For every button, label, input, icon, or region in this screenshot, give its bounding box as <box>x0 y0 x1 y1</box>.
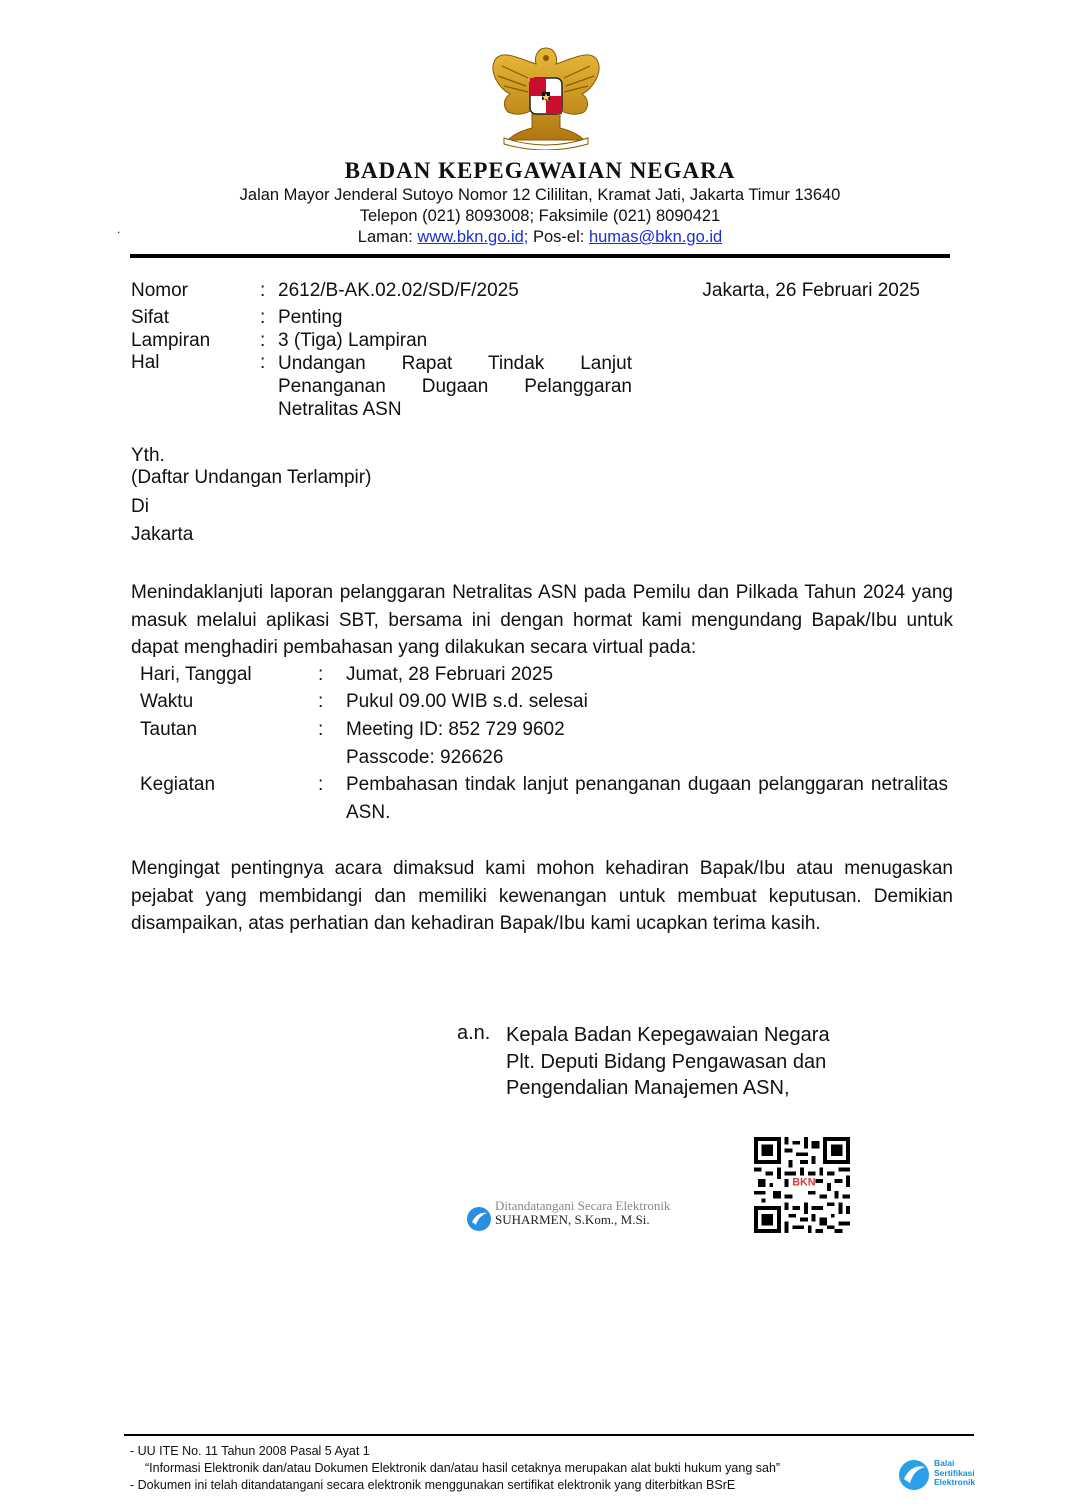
signature-block <box>506 1022 830 1102</box>
lampiran-value: 3 (Tiga) Lampiran <box>278 330 428 351</box>
hari-value: Jumat, 28 Februari 2025 <box>346 664 554 685</box>
intro-paragraph: Menindaklanjuti laporan pelanggaran Netralitas ASN pada Pemilu dan Pilkada Tahun 2024 yang masuk melalui aplikasi SBT, bersama ini dengan hormat kami mengundang Bapak/Ibu untuk dapat menghadiri pembahasan yang dilakukan secara virtual pada: <box>131 582 953 658</box>
lampiran-label: Lampiran <box>131 330 211 351</box>
bsre-line-2: Sertifikasi <box>934 1467 975 1478</box>
footer-line-3: - Dokumen ini telah ditandatangani secara elektronik menggunakan sertifikat elektronik yang diterbitkan BSrE <box>130 1478 736 1492</box>
lampiran-colon: : <box>260 330 266 351</box>
sifat-label: Sifat <box>131 307 170 328</box>
signature-an: a.n. <box>457 1022 491 1044</box>
recipient-list: (Daftar Undangan Terlampir) <box>131 467 372 488</box>
kegiatan-label: Kegiatan <box>140 774 216 795</box>
footer-line-2: “Informasi Elektronik dan/atau Dokumen Elektronik dan/atau hasil cetaknya merupakan alat bukti hukum yang sah” <box>145 1461 781 1475</box>
nomor-colon: : <box>260 280 266 301</box>
organization-address: Jalan Mayor Jenderal Sutoyo Nomor 12 Cililitan, Kramat Jati, Jakarta Timur 13640 <box>239 186 841 204</box>
meeting-id: Meeting ID: 852 729 9602 <box>346 719 565 740</box>
bsre-line-3: Elektronik <box>934 1477 976 1487</box>
nomor-value: 2612/B-AK.02.02/SD/F/2025 <box>278 280 519 301</box>
tautan-label: Tautan <box>140 719 198 740</box>
recipient-yth: Yth. <box>131 445 165 466</box>
letter-date: Jakarta, 26 Februari 2025 <box>702 280 920 301</box>
hal-value: Undangan Rapat Tindak Lanjut Penanganan Dugaan Pelanggaran Netralitas ASN <box>278 353 632 420</box>
hari-label: Hari, Tanggal <box>140 664 252 685</box>
email-label: Pos-el: <box>533 228 585 246</box>
bsre-logo-text <box>934 1459 975 1488</box>
footer-line-1: - UU ITE No. 11 Tahun 2008 Pasal 5 Ayat 1 <box>130 1444 370 1458</box>
sifat-colon: : <box>260 307 266 328</box>
signature-line-1: Kepala Badan Kepegawaian Negara <box>506 1024 830 1046</box>
esign-name: SUHARMEN, S.Kom., M.Si. <box>495 1212 650 1227</box>
recipient-di: Di <box>131 496 149 517</box>
footer-divider <box>124 1434 974 1436</box>
meeting-passcode: Passcode: 926626 <box>346 747 504 768</box>
recipient-city: Jakarta <box>131 524 194 545</box>
kegiatan-value: Pembahasan tindak lanjut penanganan dugaan pelanggaran netralitas ASN. <box>346 774 948 823</box>
signature-line-2: Plt. Deputi Bidang Pengawasan dan <box>506 1050 827 1073</box>
signature-line-3: Pengendalian Manajemen ASN, <box>506 1077 790 1099</box>
sifat-value: Penting <box>278 307 343 328</box>
qr-center-label: BKN <box>792 1176 816 1189</box>
signature-qr-code-icon <box>754 1137 850 1233</box>
bsre-signature-icon <box>466 1206 492 1232</box>
hal-colon: : <box>260 352 266 373</box>
web-label: Laman: <box>357 228 413 246</box>
nomor-label: Nomor <box>131 280 189 301</box>
waktu-label: Waktu <box>140 691 194 712</box>
closing-paragraph: Mengingat pentingnya acara dimaksud kami mohon kehadiran Bapak/Ibu atau menugaskan pejabat yang membidangi dan memiliki kewenangan untuk membuat keputusan. Demikian disampaikan, atas perhatian dan kehadiran Bapak/Ibu kami ucapkan terima kasih. <box>131 858 953 934</box>
letterhead-divider <box>130 254 950 258</box>
bsre-logo-icon <box>897 1458 931 1492</box>
organization-name: BADAN KEPEGAWAIAN NEGARA <box>344 158 736 183</box>
bsre-line-1: Balai <box>934 1458 955 1468</box>
stray-dot: . <box>117 222 121 236</box>
tautan-colon: : <box>318 719 324 740</box>
waktu-colon: : <box>318 691 324 712</box>
waktu-value: Pukul 09.00 WIB s.d. selesai <box>346 691 588 712</box>
email-link[interactable]: humas@bkn.go.id <box>588 228 723 246</box>
organization-contact <box>0 228 1080 247</box>
hari-colon: : <box>318 664 324 685</box>
organization-phone: Telepon (021) 8093008; Faksimile (021) 8090421 <box>359 207 721 225</box>
garuda-pancasila-emblem-icon <box>488 38 604 150</box>
kegiatan-colon: : <box>318 774 324 795</box>
website-link[interactable]: www.bkn.go.id; <box>417 228 529 246</box>
esign-caption: Ditandatangani Secara Elektronik <box>495 1198 671 1213</box>
hal-label: Hal <box>131 352 160 373</box>
